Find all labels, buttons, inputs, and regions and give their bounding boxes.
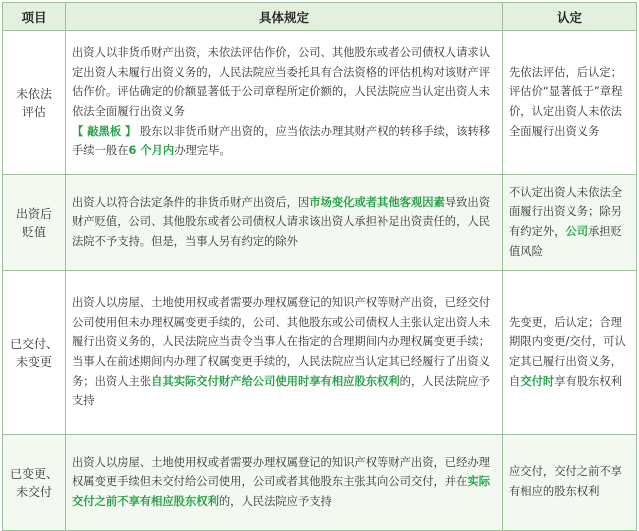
rule-text: 出资人以房屋、土地使用权或者需要办理权属登记的知识产权等财产出资，已经办理权属变更手续但未交付给公司使用，公司或者其他股东主张其向公司交付，并在 [72,455,490,489]
rule-text: 的，人民法院应予支持 [72,374,491,408]
rule-text: 出资人以非货币财产出资，未依法评估作价，公司、其他股东或者公司债权人请求认定出资人未履行出资义务的，人民法院应当委托具有合法资格的评估机构对该财产评估作价。评估确定的价额显著低于公司章程所定价额的，人民法院应当认定出资人未依法全面履行出资义务 [72,46,490,118]
row-item [3,31,66,175]
item-line: 出资后 [15,206,52,221]
rule-highlight: 市场变化或者其他客观因素 [309,195,445,209]
row-item [3,435,66,531]
row-verdict [503,435,637,531]
rule-text: 出资人以符合法定条件的非货币财产出资后，因 [72,195,310,209]
row-rule [66,271,503,435]
item-line: 评估 [21,104,46,119]
verdict-text: 先依法评估，后认定；评估价“显著低于”章程价，认定出资人未依法全面履行出资义务 [509,65,623,138]
item-line: 已变更、 [9,466,58,481]
rule-text: 出资人以房屋、土地使用权或者需要办理权属登记的知识产权等财产出资，已经交付公司使用但未办理权属变更手续的，公司、其他股东或公司债权人主张认定出资人未履行出资义务的，人民法院应当责令当事人在指定的合理期间内办理权属变更手续；当事人在前述期间内办理了权属变更手续的，人民法院应当认定其已经履行了出资义务；出资人主张 [72,296,490,388]
badge-label: 【 敲黑板 】 [72,124,137,138]
table-row [3,175,637,271]
verdict-text: 享有股东权利 [554,374,623,388]
row-rule [66,31,503,175]
regulation-table [2,2,637,531]
item-line: 未依法 [15,86,52,101]
row-verdict [503,31,637,175]
row-verdict [503,175,637,271]
rule-text: 办理完毕。 [174,144,231,158]
row-item [3,271,66,435]
verdict-highlight: 公司 [565,225,589,238]
table-row [3,271,637,435]
item-line: 贬值 [21,224,46,239]
verdict-text: 先变更，后认定；合理期限内变更/交付，可认定其已履行出资义务，自 [509,315,626,388]
rule-text: 的，人民法院应予支持 [218,494,332,508]
header-rule: 具体规定 [66,3,503,31]
row-rule [66,435,503,531]
table-row [3,435,637,531]
verdict-text: 不认定出资人未依法全面履行出资义务；除另有约定外， [509,185,622,238]
row-item [3,175,66,271]
item-line: 已交付、 [9,336,58,351]
rule-highlight: 实际交付之前不享有相应股东权利 [72,475,491,508]
item-line: 未变更 [15,354,52,369]
rule-highlight: 自其实际交付财产给公司使用时享有相应股东权利 [151,374,400,388]
item-line: 未交付 [15,484,52,499]
verdict-text: 应交付，交付之前不享有相应的股东权利 [509,465,622,498]
rule-highlight: 6 个月内 [128,144,175,158]
header-row [3,3,637,31]
regulation-table-container [2,2,636,531]
header-verdict: 认定 [503,3,637,31]
row-rule [66,175,503,271]
verdict-text: 承担贬值风险 [509,225,623,258]
table-row [3,31,637,175]
verdict-highlight: 交付时 [520,374,555,388]
header-item: 项目 [3,3,66,31]
rule-text: 导致出资财产贬值，公司、其他股东或者公司债权人请求该出资人承担补足出资责任的，人民法院不予支持。但是，当事人另有约定的除外 [72,195,491,248]
row-verdict [503,271,637,435]
rule-text: 股东以非货币财产出资的，应当依法办理其财产权的转移手续，该转移手续一般在 [72,124,491,158]
